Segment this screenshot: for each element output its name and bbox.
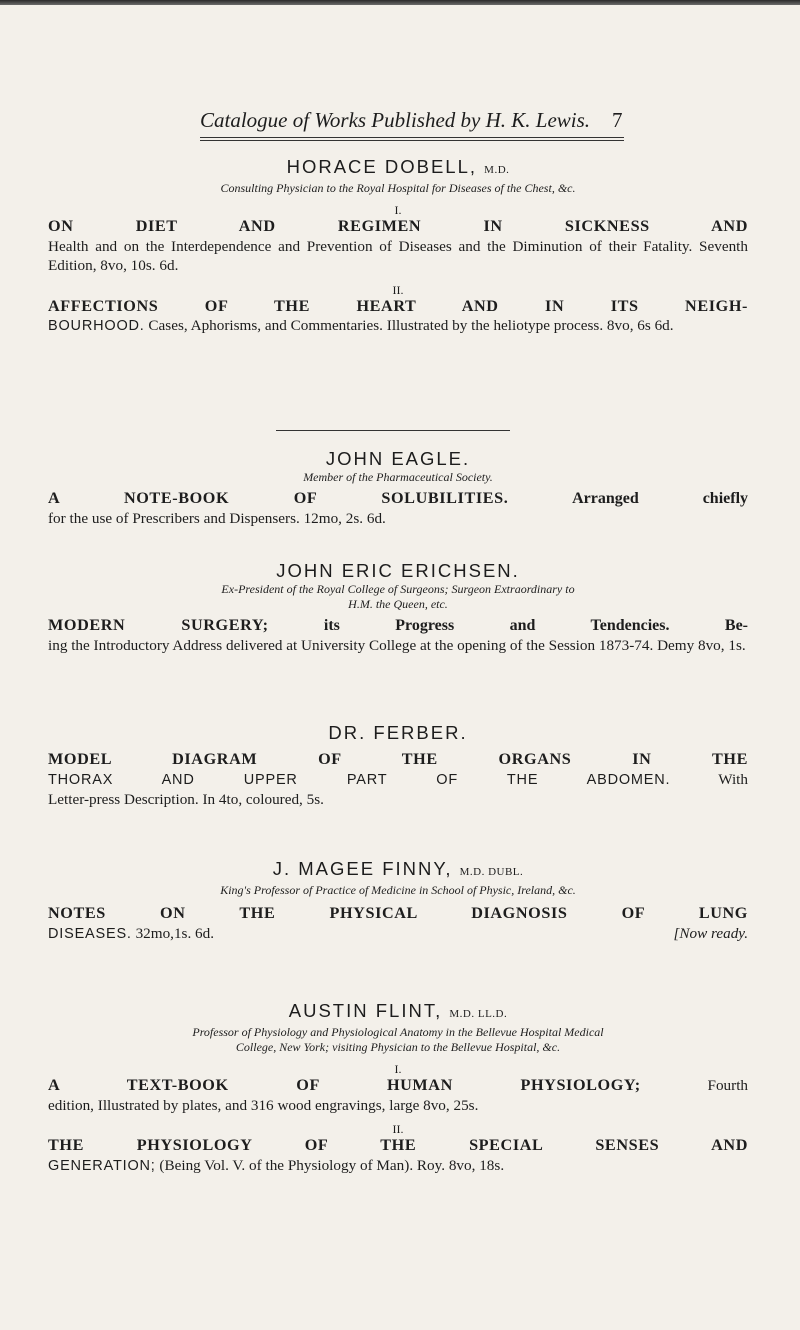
work-description: Letter-press Description. In 4to, coloured, 5s. <box>48 791 324 808</box>
work-title: ON DIET AND REGIMEN IN SICKNESS AND <box>48 217 748 235</box>
author-affiliation: Ex-President of the Royal College of Surgeons; Surgeon Extraordinary to <box>221 582 575 596</box>
author-affiliation: Member of the Pharmaceutical Society. <box>303 470 493 484</box>
work-title-continued: DISEASES. <box>48 925 132 942</box>
work-entry <box>48 1136 748 1176</box>
author-affiliation-continued: College, New York; visiting Physician to the Bellevue Hospital, &c. <box>235 1040 561 1054</box>
work-entry <box>48 217 748 276</box>
work-title: THE PHYSIOLOGY OF THE SPECIAL SENSES AND <box>48 1136 748 1154</box>
work-title: NOTES ON THE PHYSICAL DIAGNOSIS OF LUNG <box>48 904 748 922</box>
work-title-subtitle: Arranged chiefly <box>572 490 749 507</box>
author-name: JOHN EAGLE. <box>325 448 471 469</box>
author-name-text: AUSTIN FLINT, <box>288 1000 443 1021</box>
work-title-continued: BOURHOOD. <box>48 318 145 334</box>
work-title: AFFECTIONS OF THE HEART AND IN ITS NEIGH- <box>48 296 748 315</box>
author-name: JOHN ERIC ERICHSEN. <box>276 560 520 581</box>
author-affiliation: Professor of Physiology and Physiological Anatomy in the Bellevue Hospital Medical <box>192 1025 604 1039</box>
author-affiliation: Consulting Physician to the Royal Hospital for Diseases of the Chest, &c. <box>220 181 576 195</box>
header-double-rule <box>200 137 624 141</box>
work-description: Health and on the Interdependence and Prevention of Diseases and the Diminution of their Fatality. Seventh Edition, 8vo, 10s. 6d. <box>48 237 748 274</box>
work-title: A TEXT-BOOK OF HUMAN PHYSIOLOGY; <box>48 1076 641 1094</box>
work-number: II. <box>392 1122 404 1136</box>
entry-eagle <box>48 448 748 528</box>
author-degree: M.D. <box>484 164 510 176</box>
entry-flint <box>48 1000 748 1176</box>
author-name-text: HORACE DOBELL, <box>286 156 478 177</box>
work-title-subtitle: its Progress and Tendencies. Be- <box>323 617 748 634</box>
work-entry <box>48 297 748 337</box>
work-description: for the use of Prescribers and Dispensers. 12mo, 2s. 6d. <box>48 509 386 527</box>
work-entry <box>48 1076 748 1115</box>
work-title: MODERN SURGERY; <box>48 616 269 634</box>
work-description-lead: Fourth <box>707 1077 749 1094</box>
work-number: I. <box>394 1062 402 1076</box>
work-description: Cases, Aphorisms, and Commentaries. Illustrated by the heliotype process. 8vo, 6s 6d. <box>148 317 674 334</box>
author-degree: M.D. DUBL. <box>459 866 524 878</box>
work-number: I. <box>394 203 402 217</box>
author-degree: M.D. LL.D. <box>449 1008 508 1020</box>
top-edge-rule <box>0 0 800 5</box>
entry-finny <box>48 858 748 944</box>
author-affiliation: King's Professor of Practice of Medicine in School of Physic, Ireland, &c. <box>220 883 576 897</box>
author-name <box>48 156 748 181</box>
work-description: edition, Illustrated by plates, and 316 wood engravings, large 8vo, 25s. <box>48 1096 479 1114</box>
entry-ferber <box>48 722 748 810</box>
page-header-title: Catalogue of Works Published by H. K. Lewis. <box>200 108 591 132</box>
author-name <box>48 858 748 883</box>
availability-note: [Now ready. <box>673 924 748 942</box>
work-entry <box>48 904 748 944</box>
work-entry <box>48 750 748 810</box>
work-title-continued: GENERATION; <box>48 1157 156 1174</box>
section-divider <box>276 430 510 431</box>
author-name-text: J. MAGEE FINNY, <box>272 858 453 879</box>
page-number: 7 <box>612 108 623 132</box>
work-description-lead: With <box>718 770 748 788</box>
author-affiliation-continued: H.M. the Queen, etc. <box>348 597 448 611</box>
work-description: ing the Introductory Address delivered at University College at the opening of the Session 1873-74. Demy 8vo, 1s. <box>48 636 746 654</box>
work-description: (Being Vol. V. of the Physiology of Man). Roy. 8vo, 18s. <box>159 1156 505 1174</box>
work-entry <box>48 489 748 528</box>
author-name <box>48 1000 748 1025</box>
work-description: 32mo,1s. 6d. <box>135 924 215 942</box>
work-title-continued: THORAX AND UPPER PART OF THE ABDOMEN. <box>48 771 671 788</box>
work-entry <box>48 616 748 655</box>
entry-dobell <box>48 156 748 337</box>
work-number: II. <box>392 282 404 297</box>
entry-erichsen <box>48 560 748 655</box>
work-title: A NOTE-BOOK OF SOLUBILITIES. <box>48 489 509 507</box>
author-name: DR. FERBER. <box>328 722 468 743</box>
work-title: MODEL DIAGRAM OF THE ORGANS IN THE <box>48 750 748 768</box>
